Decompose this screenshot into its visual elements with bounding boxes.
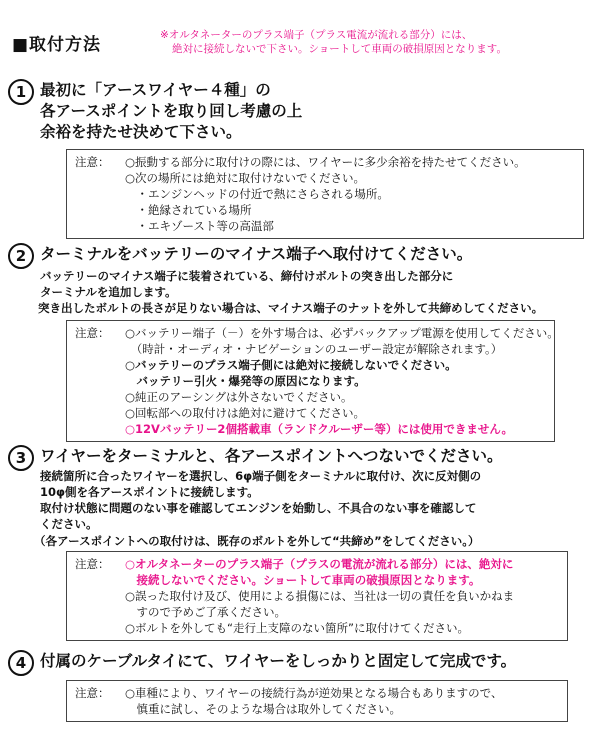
header-warning-line-2: 絶対に接続しないで下さい。ショートして車両の破損原因となります。 bbox=[172, 43, 507, 55]
step-1-heading-line-2: 各アースポイントを取り回し考慮の上 bbox=[40, 102, 303, 120]
step-4-heading: 付属のケーブルタイにて、ワイヤーをしっかりと固定して完成です。 bbox=[40, 652, 517, 670]
header-warning-line-1: ※オルタネーターのプラス端子（プラス電流が流れる部分）には、 bbox=[160, 29, 473, 41]
note-line: ・絶縁されている場所 bbox=[125, 203, 252, 217]
note-line-warning: 接続しないでください。ショートして車両の破損原因となります。 bbox=[125, 573, 481, 587]
note-line: ○車種により、ワイヤーの接続行為が逆効果となる場合もありますので、 bbox=[125, 686, 503, 700]
step-2-body bbox=[40, 268, 543, 316]
note-line-warning: ○12Vバッテリー2個搭載車（ランドクルーザー等）には使用できません。 bbox=[125, 422, 514, 436]
step-3-sub-note: （各アースポイントへの取付けは、既存のボルトを外して“共締め”をしてください。） bbox=[34, 534, 480, 548]
step-2-note-lines bbox=[125, 325, 559, 437]
note-line: 慎重に試し、そのような場合は取外してください。 bbox=[125, 702, 401, 716]
note-line: ○バッテリー端子（－）を外す場合は、必ずバックアップ電源を使用してください。 bbox=[125, 326, 559, 340]
step-2-note-label: 注意： bbox=[75, 326, 110, 340]
step-1-note-box bbox=[66, 149, 584, 239]
step-1-heading-line-3: 余裕を持たせ決めて下さい。 bbox=[40, 123, 242, 141]
step-3-body-line: 接続箇所に合ったワイヤーを選択し、6φ端子側をターミナルに取付け、次に反対側の bbox=[40, 469, 482, 483]
step-4-note-label: 注意： bbox=[75, 686, 110, 700]
step-3-note-lines bbox=[125, 556, 514, 636]
header-warning bbox=[160, 28, 590, 56]
note-line: （時計・オーディオ・ナビゲーションのユーザー設定が解除されます。） bbox=[125, 342, 503, 356]
note-line: ○誤った取付け及び、使用による損傷には、当社は一切の責任を負いかねま bbox=[125, 589, 515, 603]
step-4-number: 4 bbox=[8, 650, 34, 676]
step-1-heading-line-1: 最初に「アースワイヤー４種」の bbox=[40, 81, 271, 99]
note-line: ○純正のアーシングは外さないでください。 bbox=[125, 390, 353, 404]
note-line: ○ボルトを外しても“走行上支障のない箇所”に取付けてください。 bbox=[125, 621, 469, 635]
page-title: ■取付方法 bbox=[12, 35, 102, 55]
step-4-note-box bbox=[66, 680, 568, 722]
note-line: ○回転部への取付けは絶対に避けてください。 bbox=[125, 406, 366, 420]
step-3-body-line: ください。 bbox=[40, 517, 98, 531]
step-2-note-box bbox=[66, 320, 559, 442]
step-3-body-line: 10φ側を各アースポイントに接続します。 bbox=[40, 485, 259, 499]
step-3-note-box bbox=[66, 551, 568, 641]
step-3-number: 3 bbox=[8, 445, 34, 471]
step-1-number: 1 bbox=[8, 79, 34, 105]
note-line: ・エンジンヘッドの付近で熱にさらされる場所。 bbox=[125, 187, 389, 201]
step-1-note-lines bbox=[125, 154, 526, 234]
step-1-note-label: 注意： bbox=[75, 155, 110, 169]
note-line: ○振動する部分に取付けの際には、ワイヤーに多少余裕を持たせてください。 bbox=[125, 155, 526, 169]
step-2-body-line: バッテリーのマイナス端子に装着されている、締付けボルトの突き出した部分に bbox=[40, 269, 454, 283]
step-3-heading: ワイヤーをターミナルと、各アースポイントへつないでください。 bbox=[40, 447, 503, 465]
note-line-bold: バッテリー引火・爆発等の原因になります。 bbox=[125, 374, 366, 388]
step-2-number: 2 bbox=[8, 243, 34, 269]
step-3-body bbox=[40, 468, 481, 532]
step-3-note-label: 注意： bbox=[75, 557, 110, 571]
step-1-heading bbox=[40, 80, 302, 143]
step-3-body-line: 取付け状態に問題のない事を確認してエンジンを始動し、不具合のない事を確認して bbox=[40, 501, 477, 515]
step-2-body-line: ターミナルを追加します。 bbox=[40, 285, 177, 299]
note-line: すので予めご了承ください。 bbox=[125, 605, 286, 619]
note-line: ○次の場所には絶対に取付けないでください。 bbox=[125, 171, 366, 185]
note-line-warning: ○オルタネーターのプラス端子（プラスの電流が流れる部分）には、絶対に bbox=[125, 557, 514, 571]
step-2-heading: ターミナルをバッテリーのマイナス端子へ取付けてください。 bbox=[40, 245, 473, 263]
note-line-bold: ○バッテリーのプラス端子側には絶対に接続しないでください。 bbox=[125, 358, 457, 372]
note-line: ・エキゾースト等の高温部 bbox=[125, 219, 274, 233]
step-2-body-line: 突き出したボルトの長さが足りない場合は、マイナス端子のナットを外して共締めしてください。 bbox=[38, 301, 544, 315]
step-4-note-lines bbox=[125, 685, 502, 717]
